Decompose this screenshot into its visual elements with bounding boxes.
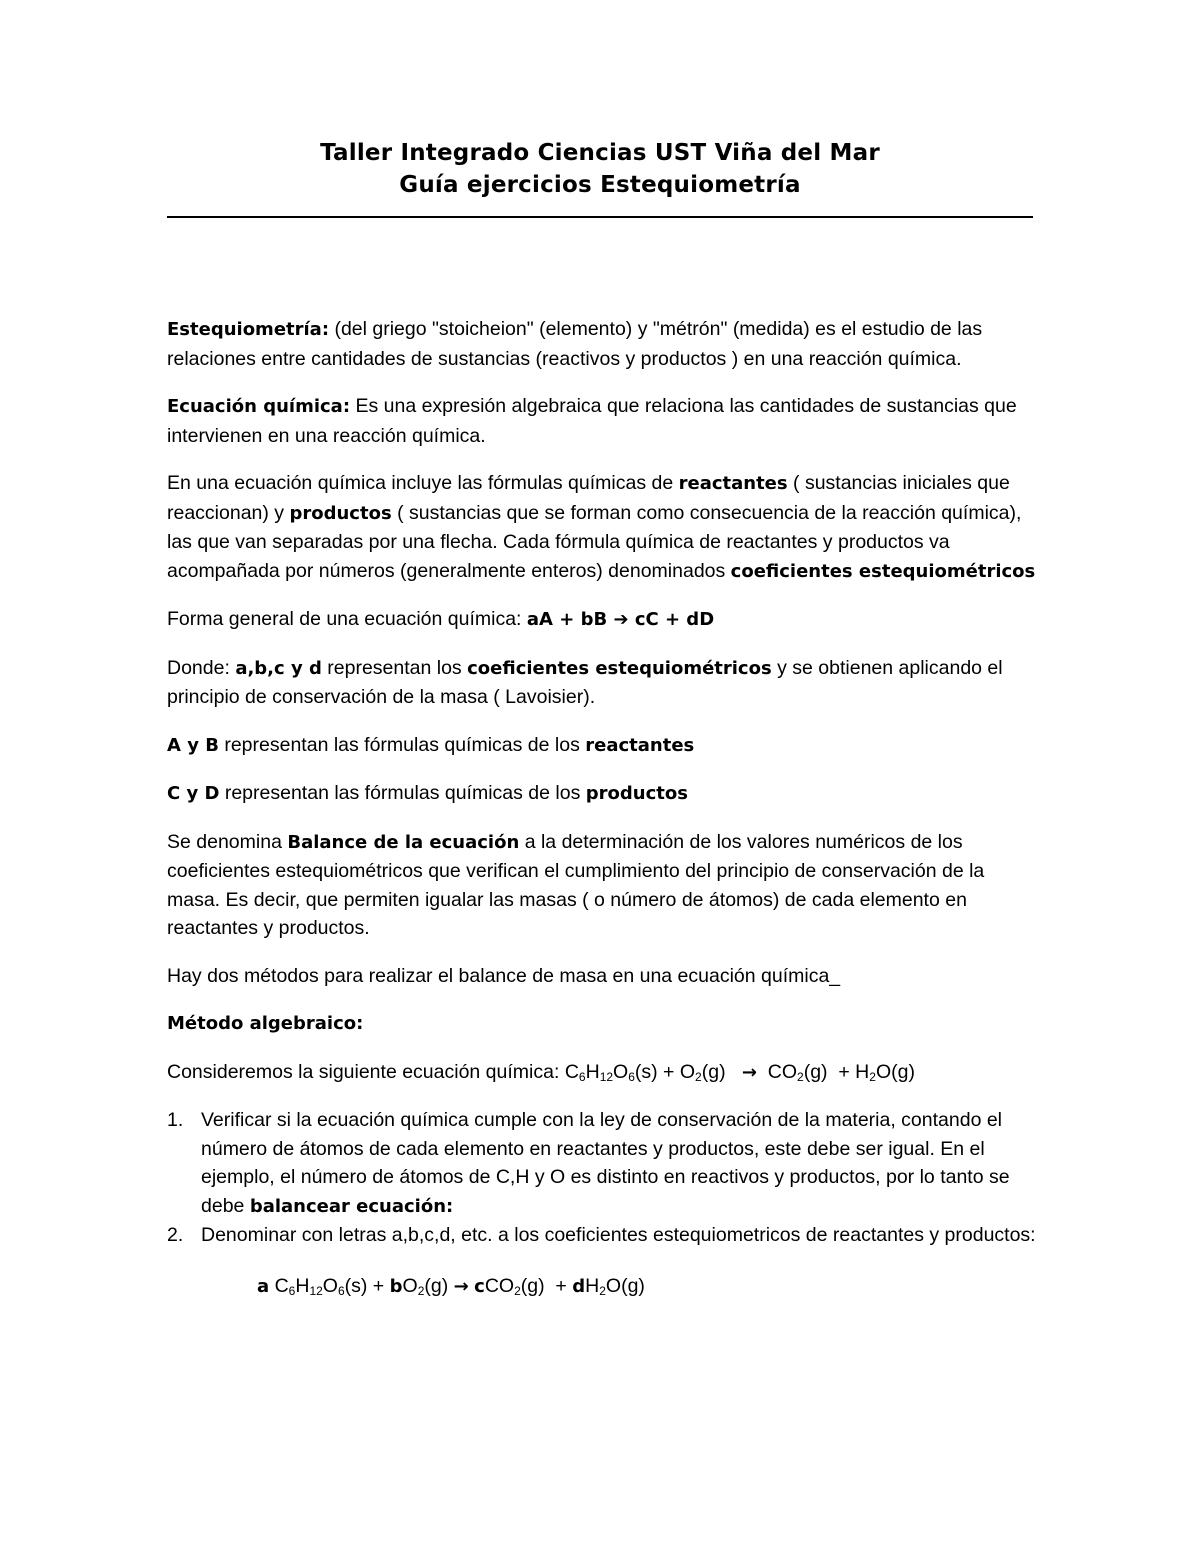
general-equation-left: aA + bB <box>526 609 614 630</box>
bold-coeficientes: coeficientes estequiométricos <box>730 560 1036 582</box>
paragraph-estequiometria <box>167 315 1037 373</box>
formula-part: CO <box>756 1060 798 1083</box>
paragraph-ecuacion-description <box>167 469 1037 586</box>
formula-part: H <box>585 1274 600 1297</box>
reaction-arrow-icon: → <box>453 1275 469 1297</box>
subscript: 12 <box>599 1069 614 1084</box>
text-run: ( sustancias iniciales que reaccionan) y <box>167 472 1010 524</box>
formula-part: (s) + O <box>634 1060 696 1083</box>
bold-productos: productos <box>585 783 688 804</box>
steps-list <box>167 1106 1037 1250</box>
formula-part: CO <box>484 1274 515 1297</box>
paragraph-a-y-b <box>167 731 1037 761</box>
text-run: representan las fórmulas químicas de los <box>219 782 586 804</box>
subscript: 6 <box>578 1069 586 1084</box>
coef-a: a <box>257 1275 270 1297</box>
heading-metodo-algebraico <box>167 1009 1037 1039</box>
bold-coeficientes: coeficientes estequiométricos <box>467 657 772 679</box>
coef-d: d <box>572 1275 586 1297</box>
text-run: y se obtienen aplicando el principio de conservación de la masa ( Lavoisier). <box>167 656 1003 708</box>
document-title: Taller Integrado Ciencias UST Viña del Mar <box>320 140 880 166</box>
paragraph-ecuacion-ejemplo <box>167 1058 1037 1088</box>
paragraph-forma-general <box>167 605 1037 635</box>
list-item <box>167 1106 1037 1221</box>
subscript: 2 <box>599 1283 606 1298</box>
paragraph-c-y-d <box>167 779 1037 809</box>
bold-balancear: balancear ecuación: <box>249 1195 454 1217</box>
text-run: Donde: <box>167 656 236 679</box>
text-run: representan los <box>321 656 468 679</box>
text-run: Forma general de una ecuación química: <box>167 608 527 630</box>
coef-c: c <box>474 1275 485 1297</box>
coef-b: b <box>389 1275 403 1297</box>
text-run: ( sustancias que se forman como consecuencia de la reacción química), las que van separadas por una flecha. Cada fórmula química de reactantes y productos va acompañada por números (generalmente enteros) denominados <box>167 501 1022 582</box>
formula-part: (g) + H <box>803 1060 870 1083</box>
formula-part: (g) <box>424 1274 454 1297</box>
reaction-arrow-icon: → <box>741 1061 757 1083</box>
bold-balance: Balance de la ecuación <box>287 831 520 853</box>
term-estequiometria: Estequiometría: <box>167 319 330 340</box>
paragraph-balance <box>167 828 1037 943</box>
formula-part: O <box>402 1274 418 1297</box>
bold-heading: Método algebraico: <box>167 1013 364 1034</box>
list-item <box>167 1221 1037 1250</box>
subscript: 6 <box>628 1069 635 1084</box>
formula-part: C <box>564 1060 579 1083</box>
formula-part: (g) <box>701 1060 742 1083</box>
subscript: 6 <box>288 1283 296 1298</box>
formula-part: C <box>269 1274 289 1297</box>
subscript: 2 <box>869 1069 876 1084</box>
definition-text: Es una expresión algebraica que relaciona las cantidades de sustancias que intervienen en una reacción química. <box>167 395 1017 447</box>
list-number: 1. <box>167 1109 184 1131</box>
bold-reactantes: reactantes <box>678 473 788 494</box>
bold-c-y-d: C y D <box>167 783 220 804</box>
formula-part: O(g) <box>875 1060 915 1083</box>
document-body <box>167 315 1037 1301</box>
reaction-arrow-icon: ➔ <box>613 609 629 630</box>
formula-part: (s) + <box>344 1274 390 1297</box>
subscript: 6 <box>337 1283 345 1298</box>
paragraph-ecuacion-quimica <box>167 392 1037 450</box>
text-run: Se denomina <box>167 830 288 853</box>
term-ecuacion-quimica: Ecuación química: <box>167 396 351 417</box>
bold-coefficients-letters: a,b,c y d <box>235 657 322 679</box>
coefficient-equation <box>167 1272 1037 1302</box>
formula-part: H <box>295 1274 310 1297</box>
general-equation-right: cC + dD <box>628 609 715 630</box>
bold-reactantes: reactantes <box>585 734 695 756</box>
subscript: 12 <box>309 1283 323 1298</box>
bold-a-y-b: A y B <box>167 734 219 756</box>
subscript: 2 <box>797 1069 804 1084</box>
text-run: Denominar con letras a,b,c,d, etc. a los coeficientes estequiometricos de reactantes y productos: <box>201 1224 1036 1246</box>
subscript: 2 <box>695 1069 702 1084</box>
text-run: a la determinación de los valores numéricos de los coeficientes estequiométricos que verifican el cumplimiento del principio de conservación de la masa. Es decir, que permiten igualar las masas ( o número de átomos) de cada elemento en reactantes y productos. <box>167 830 985 939</box>
text-run: Consideremos la siguiente ecuación química: <box>167 1060 565 1083</box>
list-number: 2. <box>167 1224 184 1246</box>
text-run: En una ecuación química incluye las fórmulas químicas de <box>167 472 679 494</box>
text-run: Verificar si la ecuación química cumple con la ley de conservación de la materia, contando el número de átomos de cada elemento en reactantes y productos, este debe ser igual. En el ejemplo, el número de átomos de C,H y O es distinto en reactivos y productos, por lo tanto se debe <box>201 1109 1010 1217</box>
formula-part: O <box>613 1060 629 1083</box>
text-run: representan las fórmulas químicas de los <box>218 733 586 756</box>
formula-part: O(g) <box>605 1274 645 1297</box>
formula-part: (g) + <box>520 1274 573 1297</box>
subscript: 2 <box>514 1283 521 1298</box>
paragraph-metodos: Hay dos métodos para realizar el balance de masa en una ecuación química_ <box>167 964 841 987</box>
formula-part: H <box>585 1060 600 1083</box>
document-subtitle: Guía ejercicios Estequiometría <box>399 172 801 198</box>
formula-part: O <box>322 1274 338 1297</box>
bold-productos: productos <box>289 502 392 524</box>
paragraph-donde <box>167 654 1037 712</box>
title-divider <box>167 216 1033 218</box>
definition-text: (del griego "stoicheion" (elemento) y "métrón" (medida) es el estudio de las relaciones entre cantidades de sustancias (reactivos y productos ) en una reacción química. <box>167 318 983 370</box>
subscript: 2 <box>417 1283 425 1298</box>
